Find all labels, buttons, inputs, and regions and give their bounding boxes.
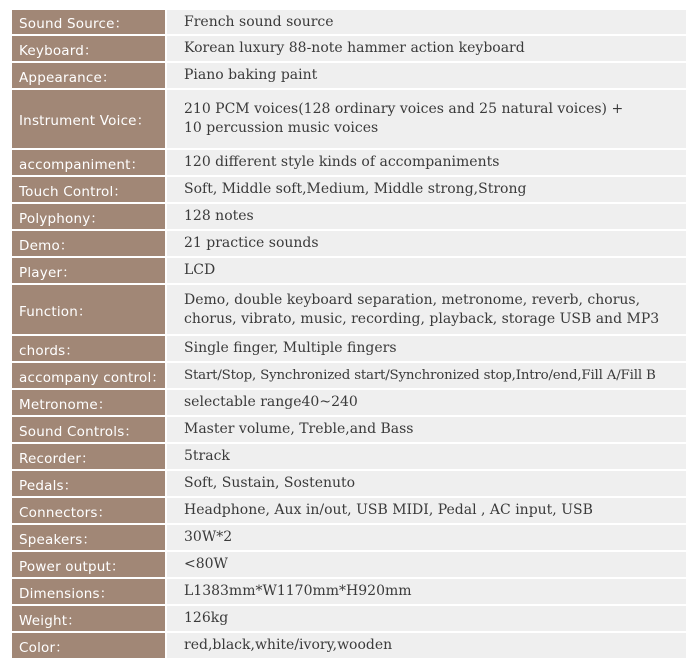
spec-label: Power output： [12, 552, 165, 577]
spec-value: <80W [167, 552, 686, 577]
spec-value: 5track [167, 444, 686, 469]
spec-label: Connectors： [12, 498, 165, 523]
spec-label: Dimensions： [12, 579, 165, 604]
spec-row-keyboard [12, 36, 686, 61]
spec-value: Headphone, Aux in/out, USB MIDI, Pedal , AC input, USB [167, 498, 686, 523]
spec-value: selectable range40~240 [167, 390, 686, 415]
spec-label: Weight： [12, 606, 165, 631]
spec-row-pedals [12, 471, 686, 496]
spec-value: Soft, Middle soft,Medium, Middle strong,Strong [167, 177, 686, 202]
spec-label: Instrument Voice： [12, 90, 165, 148]
spec-label: Sound Source： [12, 10, 165, 34]
spec-row-player [12, 258, 686, 283]
spec-label: Function： [12, 285, 165, 334]
spec-value: 128 notes [167, 204, 686, 229]
spec-value: 21 practice sounds [167, 231, 686, 256]
spec-value: French sound source [167, 10, 686, 34]
spec-row-sound-controls [12, 417, 686, 442]
spec-label: Keyboard： [12, 36, 165, 61]
spec-row-demo [12, 231, 686, 256]
spec-label: Polyphony： [12, 204, 165, 229]
spec-table [12, 10, 686, 658]
spec-value: Start/Stop, Synchronized start/Synchronized stop,Intro/end,Fill A/Fill B [167, 363, 686, 388]
spec-label: Color： [12, 633, 165, 658]
spec-row-power-output [12, 552, 686, 577]
spec-row-accompaniment [12, 150, 686, 175]
spec-value: 120 different style kinds of accompaniments [167, 150, 686, 175]
spec-row-recorder [12, 444, 686, 469]
spec-value: Korean luxury 88-note hammer action keyboard [167, 36, 686, 61]
spec-value: Master volume, Treble,and Bass [167, 417, 686, 442]
spec-value: Single finger, Multiple fingers [167, 336, 686, 361]
spec-value: Demo, double keyboard separation, metronome, reverb, chorus, chorus, vibrato, music, recording, playback, storage USB and MP3 [167, 285, 686, 334]
spec-label: accompany control： [12, 363, 165, 388]
spec-value: 210 PCM voices(128 ordinary voices and 25 natural voices) + 10 percussion music voices [167, 90, 686, 148]
spec-row-chords [12, 336, 686, 361]
spec-label: Speakers： [12, 525, 165, 550]
spec-row-color [12, 633, 686, 658]
spec-row-speakers [12, 525, 686, 550]
spec-row-dimensions [12, 579, 686, 604]
spec-label: Metronome： [12, 390, 165, 415]
spec-label: Demo： [12, 231, 165, 256]
spec-row-appearance [12, 63, 686, 88]
spec-label: Touch Control： [12, 177, 165, 202]
spec-value: 126kg [167, 606, 686, 631]
spec-label: Appearance： [12, 63, 165, 88]
spec-value: L1383mm*W1170mm*H920mm [167, 579, 686, 604]
spec-row-weight [12, 606, 686, 631]
spec-row-sound-source [12, 10, 686, 34]
spec-label: Pedals： [12, 471, 165, 496]
spec-value: red,black,white/ivory,wooden [167, 633, 686, 658]
spec-value: LCD [167, 258, 686, 283]
spec-row-instrument-voice [12, 90, 686, 148]
spec-label: accompaniment： [12, 150, 165, 175]
spec-row-polyphony [12, 204, 686, 229]
spec-label: chords： [12, 336, 165, 361]
spec-value: Soft, Sustain, Sostenuto [167, 471, 686, 496]
spec-label: Recorder： [12, 444, 165, 469]
spec-row-touch-control [12, 177, 686, 202]
spec-row-accompany-control [12, 363, 686, 388]
spec-label: Player： [12, 258, 165, 283]
spec-row-function [12, 285, 686, 334]
spec-value: 30W*2 [167, 525, 686, 550]
spec-row-metronome [12, 390, 686, 415]
spec-label: Sound Controls： [12, 417, 165, 442]
spec-value: Piano baking paint [167, 63, 686, 88]
spec-row-connectors [12, 498, 686, 523]
